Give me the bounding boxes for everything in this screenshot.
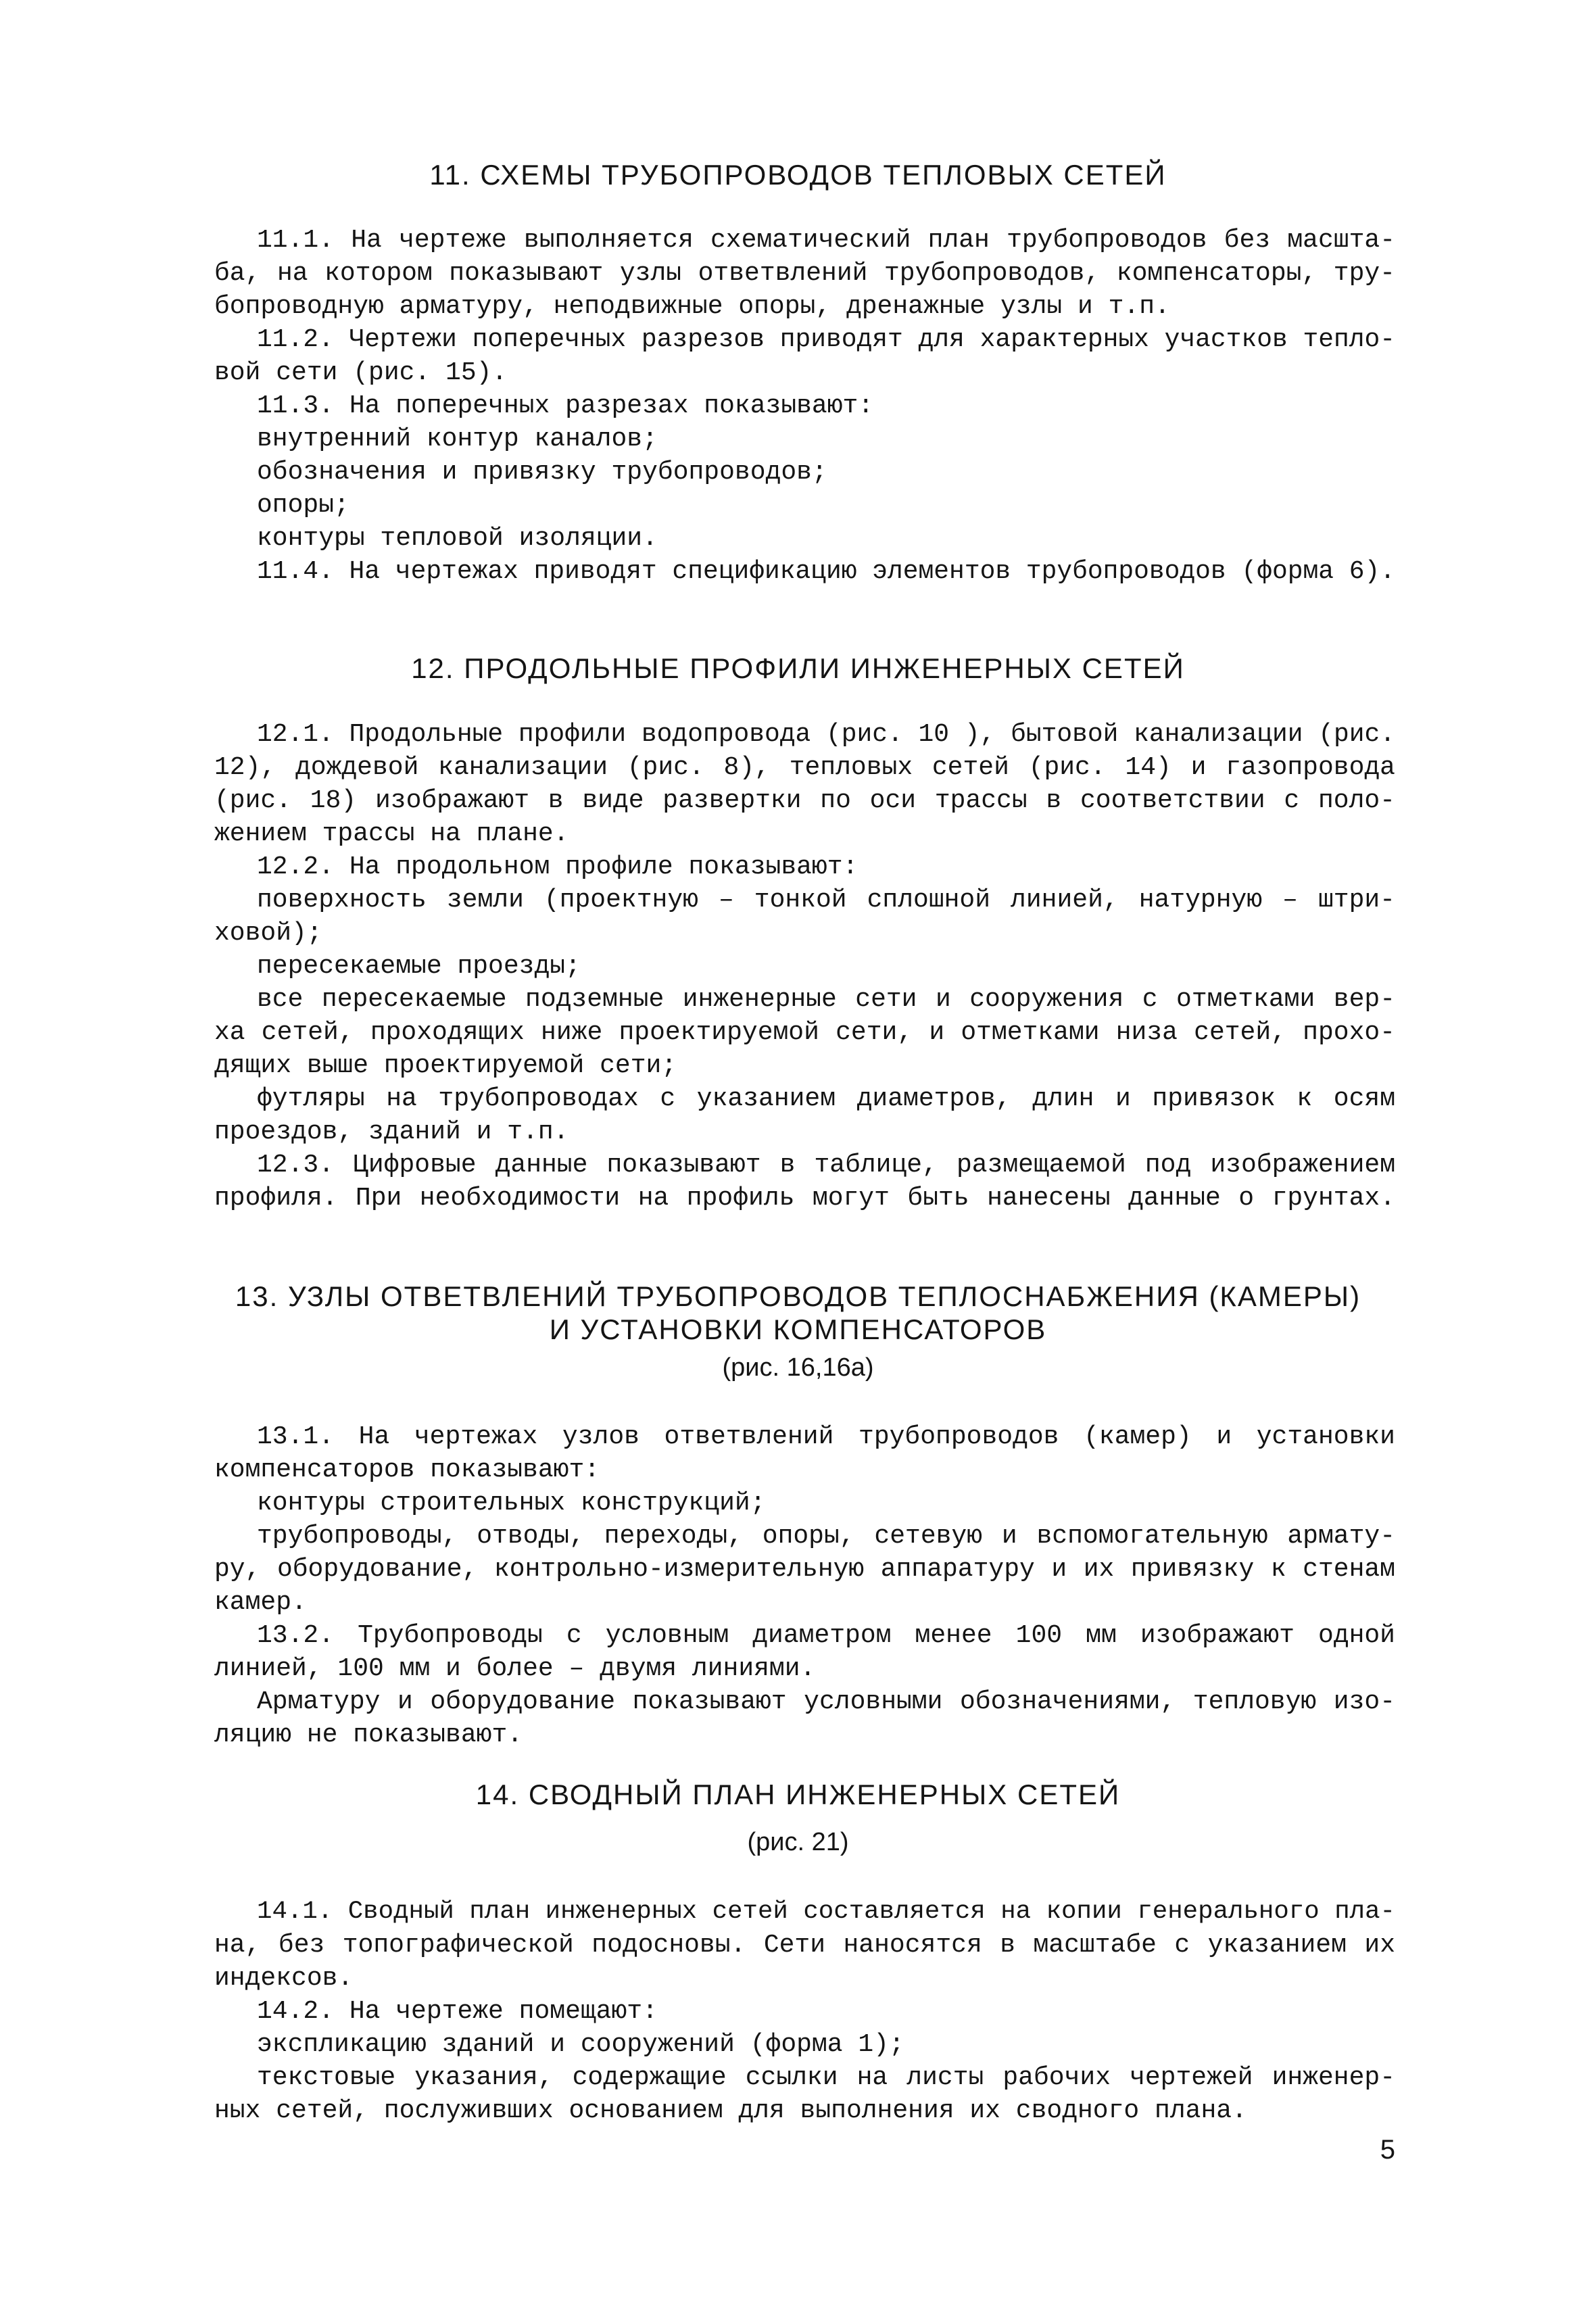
section-12-line-9: все пересекаемые подземные инженерные сети и сооружения с отметками вер- xyxy=(257,985,1395,1014)
section-12-line-4: жением трассы на плане. xyxy=(214,819,569,848)
section-11-line-2: ба, на котором показывают узлы ответвлений трубопроводов, компенсаторы, тру- xyxy=(214,259,1395,288)
section-12-line-11: дящих выше проектируемой сети; xyxy=(214,1051,677,1080)
section-11-line-4: 11.2. Чертежи поперечных разрезов приводят для характерных участков тепло- xyxy=(257,325,1396,354)
section-14-line-6: текстовые указания, содержащие ссылки на листы рабочих чертежей инженер- xyxy=(257,2063,1395,2092)
section-13-figure-ref: (рис. 16,16а) xyxy=(722,1353,874,1382)
section-13-line-6: камер. xyxy=(214,1588,307,1617)
section-12-line-2: 12), дождевой канализации (рис. 8), тепловых сетей (рис. 14) и газопровода xyxy=(214,753,1395,782)
section-12-line-14: 12.3. Цифровые данные показывают в таблице, размещаемой под изображением xyxy=(257,1151,1395,1180)
section-14-line-5: экспликацию зданий и сооружений (форма 1); xyxy=(257,2030,904,2059)
section-11-line-7: внутренний контур каналов; xyxy=(257,425,658,454)
section-11-heading: 11. СХЕМЫ ТРУБОПРОВОДОВ ТЕПЛОВЫХ СЕТЕЙ xyxy=(429,159,1167,191)
section-12-line-10: ха сетей, проходящих ниже проектируемой сети, и отметками низа сетей, прохо- xyxy=(214,1018,1395,1047)
section-12-line-8: пересекаемые проезды; xyxy=(257,952,581,981)
section-13-line-7: 13.2. Трубопроводы с условным диаметром менее 100 мм изображают одной xyxy=(257,1621,1395,1650)
section-13-line-5: ру, оборудование, контрольно-измерительную аппаратуру и их привязку к стенам xyxy=(214,1555,1395,1584)
section-14-line-3: индексов. xyxy=(214,1964,354,1993)
section-11-line-10: контуры тепловой изоляции. xyxy=(257,524,658,553)
section-12-line-13: проездов, зданий и т.п. xyxy=(214,1117,569,1147)
section-13-heading-line-2: И УСТАНОВКИ КОМПЕНСАТОРОВ xyxy=(549,1313,1047,1345)
section-13-line-9: Арматуру и оборудование показывают условными обозначениями, тепловую изо- xyxy=(257,1687,1395,1716)
section-13-line-3: контуры строительных конструкций; xyxy=(257,1489,766,1518)
section-11-line-1: 11.1. На чертеже выполняется схематический план трубопроводов без масшта- xyxy=(257,226,1395,255)
section-11-line-8: обозначения и привязку трубопроводов; xyxy=(257,458,827,487)
section-13-line-8: линией, 100 мм и более – двумя линиями. xyxy=(214,1654,816,1683)
section-11-line-3: бопроводную арматуру, неподвижные опоры, дренажные узлы и т.п. xyxy=(214,292,1170,321)
section-11-line-6: 11.3. На поперечных разрезах показывают: xyxy=(257,391,874,420)
section-13-line-1: 13.1. На чертежах узлов ответвлений трубопроводов (камер) и установки xyxy=(257,1422,1395,1451)
section-14-figure-ref: (рис. 21) xyxy=(747,1828,849,1856)
section-12-line-3: (рис. 18) изображают в виде развертки по оси трассы в соответствии с поло- xyxy=(214,786,1395,815)
section-13-line-2: компенсаторов показывают: xyxy=(214,1455,600,1485)
section-12-line-5: 12.2. На продольном профиле показывают: xyxy=(257,852,859,882)
section-13-line-4: трубопроводы, отводы, переходы, опоры, сетевую и вспомогательную армату- xyxy=(257,1522,1395,1551)
page-number: 5 xyxy=(1380,2135,1395,2165)
section-12-line-7: ховой); xyxy=(214,919,322,948)
section-13-heading-line-1: 13. УЗЛЫ ОТВЕТВЛЕНИЙ ТРУБОПРОВОДОВ ТЕПЛОСНАБЖЕНИЯ (КАМЕРЫ) xyxy=(235,1280,1361,1312)
section-14-line-1: 14.1. Сводный план инженерных сетей составляется на копии генерального пла- xyxy=(257,1898,1395,1926)
section-12-line-12: футляры на трубопроводах с указанием диаметров, длин и привязок к осям xyxy=(257,1084,1395,1113)
section-12-line-6: поверхность земли (проектную – тонкой сплошной линией, натурную – штри- xyxy=(257,886,1395,915)
section-14-line-2: на, без топографической подосновы. Сети наносятся в масштабе с указанием их xyxy=(214,1931,1395,1960)
section-11-line-5: вой сети (рис. 15). xyxy=(214,358,508,387)
section-14-line-7: ных сетей, послуживших основанием для выполнения их сводного плана. xyxy=(214,2096,1247,2125)
section-11-line-9: опоры; xyxy=(257,491,349,520)
section-14-line-4: 14.2. На чертеже помещают: xyxy=(257,1997,658,2026)
section-12-heading: 12. ПРОДОЛЬНЫЕ ПРОФИЛИ ИНЖЕНЕРНЫХ СЕТЕЙ xyxy=(411,652,1185,684)
section-13-line-10: ляцию не показывают. xyxy=(214,1720,523,1750)
section-12-line-1: 12.1. Продольные профили водопровода (рис. 10 ), бытовой канализации (рис. xyxy=(257,720,1396,749)
section-12-line-15: профиля. При необходимости на профиль могут быть нанесены данные о грунтах. xyxy=(214,1184,1395,1213)
section-11-line-11: 11.4. На чертежах приводят спецификацию элементов трубопроводов (форма 6). xyxy=(257,557,1396,586)
section-14-heading: 14. СВОДНЫЙ ПЛАН ИНЖЕНЕРНЫХ СЕТЕЙ xyxy=(475,1779,1121,1810)
